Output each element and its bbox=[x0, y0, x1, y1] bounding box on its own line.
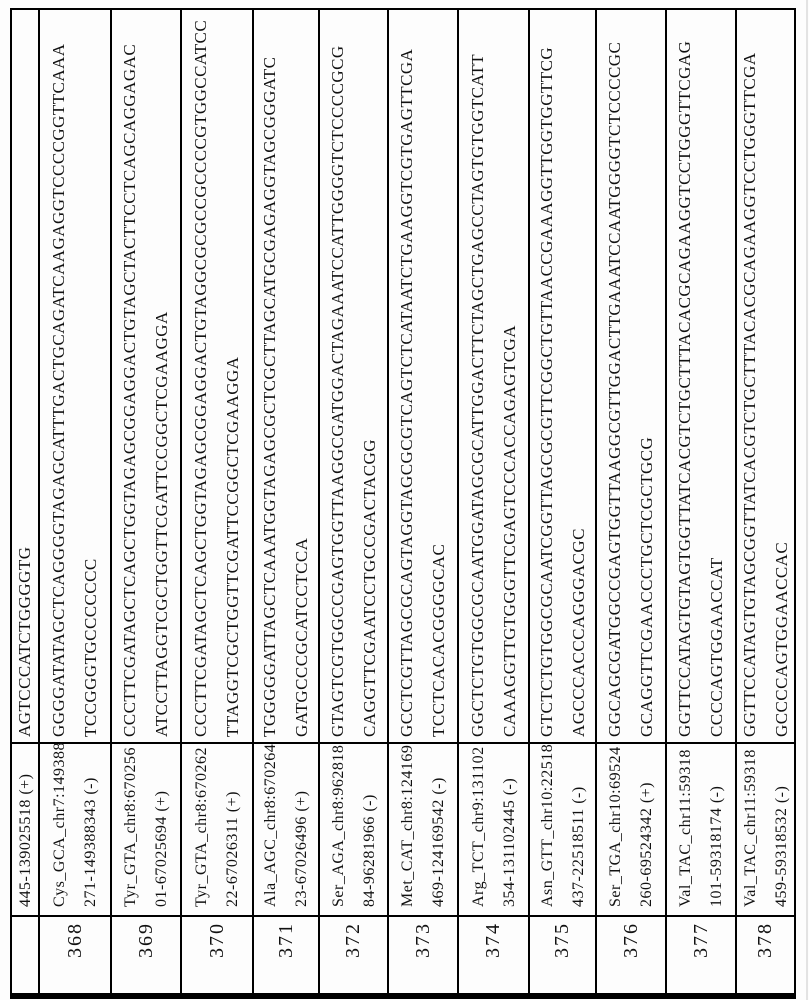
row-number: 371 bbox=[274, 922, 297, 958]
sequence-cell bbox=[320, 10, 387, 742]
sequence-line1: AGTCCCATCTGGGGTG bbox=[15, 546, 34, 737]
table-row-370 bbox=[180, 10, 252, 993]
sequence-cell bbox=[12, 10, 38, 742]
sequence-cell bbox=[737, 10, 794, 742]
table-row-376 bbox=[595, 10, 665, 993]
trna-id-line2: 260-69524342 (+) bbox=[638, 781, 655, 907]
row-number-cell bbox=[112, 915, 180, 993]
table-row-373 bbox=[387, 10, 457, 993]
sequence-line1: CCCTTCGATAGCTCAGCTGGTAGAGCGGAGGACTGTAGCTACTTCCTCAGCAGGAGAC bbox=[120, 43, 139, 737]
sequence-line1: GTAGTCGTGGCCGAGTGGTTAAGGCGATGGACTAGAAATCCATTGGGGTCTCCCCGCG bbox=[327, 45, 347, 737]
sequence-line1: CCCTTCGATAGCTCAGCTGGTAGAGCGGAGGACTGTAGGCGCGCCGCCCCGTGGCCATCC bbox=[191, 19, 210, 737]
table-row-375 bbox=[528, 10, 595, 993]
trna-id-line1: Met_CAT_chr8:124169 bbox=[399, 744, 416, 907]
trna-id-line2: 459-59318532 (-) bbox=[772, 785, 790, 907]
sequence-cell bbox=[597, 10, 665, 742]
sequence-cell bbox=[254, 10, 318, 742]
trna-id-line2: 101-59318174 (-) bbox=[708, 785, 725, 907]
sequence-cell bbox=[389, 10, 457, 742]
sequence-cell bbox=[667, 10, 735, 742]
trna-id-line2: 271-149388343 (-) bbox=[82, 777, 99, 907]
sequence-line2: TTAGGTCGCTGGTTCGATTCCGGCTCGAAGGA bbox=[223, 356, 242, 737]
row-number-cell bbox=[389, 915, 457, 993]
sequence-line1: GGCAGCGATGGCCGAGTGGTTAAGGCGTTGGACTTGAAATCCAATGGGGTCTCCCCGC bbox=[605, 41, 624, 737]
sequence-cell bbox=[182, 10, 252, 742]
sequence-line1: GCCTCGTTAGCGCAGTAGGTAGCGCGTCAGTCTCATAATCTGAAGGTCGTGAGTTCGA bbox=[397, 48, 416, 737]
trna-id-cell bbox=[667, 742, 735, 915]
trna-id-line2: 437-22518511 (-) bbox=[569, 786, 587, 907]
trna-id-line1: Cys_GCA_chr7:149388 bbox=[51, 741, 68, 907]
trna-id-cell bbox=[40, 742, 110, 915]
sequence-line2: ATCCTTAGGTCGCTGGTTCGATTCCGGCTCGAAGGA bbox=[152, 311, 171, 737]
sequence-line2: CAGGTTCGAATCCTGCCGACTACGG bbox=[359, 439, 379, 737]
trna-id-line1: Tyr_GTA_chr8:670256 bbox=[122, 747, 139, 907]
trna-id-line1: 445-139025518 (+) bbox=[16, 773, 34, 907]
trna-id-cell bbox=[182, 742, 252, 915]
table-row-368 bbox=[38, 10, 110, 993]
sequence-line2: TCCTCACACGGGGCAC bbox=[429, 543, 448, 737]
row-number-cell bbox=[320, 915, 387, 993]
trna-id-cell bbox=[389, 742, 457, 915]
trna-id-line2: 23-67026496 (+) bbox=[293, 790, 310, 907]
sequence-line2: GCAGGTTCGAACCCTGCTCGCTGCG bbox=[637, 436, 656, 737]
trna-id-cell bbox=[459, 742, 528, 915]
trna-id-line1: Arg_TCT_chr9:131102 bbox=[469, 746, 487, 907]
trna-id-line2: 01-67025694 (+) bbox=[153, 790, 170, 907]
sequence-line1: GGGGATATAGCTCAGGGGTAGAGCATTTGACTGCAGATCAAGAGGTCCCCGGTTCAAA bbox=[49, 43, 68, 737]
trna-id-cell bbox=[737, 742, 794, 915]
table-row-continuation bbox=[12, 10, 38, 993]
trna-id-line2: 84-96281966 (-) bbox=[360, 794, 378, 907]
trna-id-cell bbox=[530, 742, 595, 915]
sequence-line2: GATGCCCGCATCCTCCA bbox=[292, 537, 311, 737]
sequence-cell bbox=[112, 10, 180, 742]
trna-id-cell bbox=[254, 742, 318, 915]
sequence-line1: GGTTCCATAGTGTAGCGGTTATCACGTCTGCTTTACACGCAGAAGGTCCTGGGTTCGA bbox=[739, 52, 759, 737]
row-number-cell bbox=[40, 915, 110, 993]
row-number: 370 bbox=[205, 922, 228, 958]
trna-id-line1: Tyr_GTA_chr8:670262 bbox=[193, 747, 210, 907]
sequence-line2: GCCCCAGTGGAACCAC bbox=[771, 541, 791, 737]
trna-id-line1: Ala_AGC_chr8:670264 bbox=[262, 743, 279, 907]
row-number: 373 bbox=[411, 922, 434, 958]
sequence-cell bbox=[40, 10, 110, 742]
sequence-line2: CAAAGGTTGTGGGTTCGAGTCCCACCAGAGTCGA bbox=[499, 325, 519, 737]
row-number: 377 bbox=[689, 922, 712, 958]
row-number: 375 bbox=[551, 922, 573, 958]
sequence-cell bbox=[530, 10, 595, 742]
trna-id-line1: Val_TAC_chr11:59318 bbox=[741, 749, 759, 907]
row-number: 369 bbox=[134, 922, 157, 958]
row-number: 368 bbox=[63, 922, 86, 958]
row-number-cell bbox=[530, 915, 595, 993]
row-number-cell bbox=[182, 915, 252, 993]
trna-table bbox=[10, 8, 796, 999]
trna-id-cell bbox=[12, 742, 38, 915]
trna-id-line1: Asn_GTT_chr10:22518 bbox=[538, 743, 556, 907]
row-number-cell bbox=[12, 915, 38, 993]
sequence-line2: AGCCCACCCAGGGACGC bbox=[568, 528, 588, 737]
sequence-line2: CCCCAGTGGAACCAT bbox=[707, 557, 726, 737]
row-number-cell bbox=[667, 915, 735, 993]
sequence-line1: GGCTCTGTGGCGCAATGGATAGCGCATTGGACTTCTAGCTGAGCCTAGTGTGGTCATT bbox=[467, 53, 487, 737]
row-number: 376 bbox=[619, 922, 642, 958]
row-number-cell bbox=[254, 915, 318, 993]
row-number: 372 bbox=[342, 922, 364, 958]
table-row-371 bbox=[252, 10, 318, 993]
row-number-cell bbox=[597, 915, 665, 993]
sequence-line1: GGTTCCATAGTGTAGTGGTTATCACGTCTGCTTTACACGCAGAAGGTCCTGGGTTCGAG bbox=[675, 40, 694, 737]
trna-id-cell bbox=[597, 742, 665, 915]
trna-id-line2: 22-67026311 (+) bbox=[224, 791, 241, 907]
sequence-line1: TGGGGGATTAGCTCAAATGGTAGAGCGCTCGCTTAGCATGCGAGAGGTAGCGGGATC bbox=[260, 56, 279, 737]
row-number: 374 bbox=[482, 922, 504, 958]
table-row-378 bbox=[735, 10, 794, 993]
row-number-cell bbox=[459, 915, 528, 993]
trna-id-line2: 469-124169542 (-) bbox=[430, 777, 447, 907]
table-row-372 bbox=[318, 10, 387, 993]
table-row-377 bbox=[665, 10, 735, 993]
trna-id-line1: Val_TAC_chr11:59318 bbox=[677, 749, 694, 907]
sequence-line2: TCCGGGTGCCCCCCC bbox=[81, 558, 100, 737]
trna-id-line1: Ser_TGA_chr10:69524 bbox=[607, 746, 624, 907]
table-row-374 bbox=[457, 10, 528, 993]
trna-id-cell bbox=[112, 742, 180, 915]
row-number: 378 bbox=[754, 922, 776, 958]
row-number-cell bbox=[737, 915, 794, 993]
table-row-369 bbox=[110, 10, 180, 993]
trna-id-line2: 354-131102445 (-) bbox=[500, 777, 518, 907]
trna-id-line1: Ser_AGA_chr8:962818 bbox=[329, 744, 347, 907]
sequence-line1: GTCTCTGTGGCGCAATCGGTTAGCGCGTTCGGCTGTTAACCGAAAGGTTGGTGGTTCG bbox=[536, 46, 556, 737]
trna-id-cell bbox=[320, 742, 387, 915]
sequence-cell bbox=[459, 10, 528, 742]
